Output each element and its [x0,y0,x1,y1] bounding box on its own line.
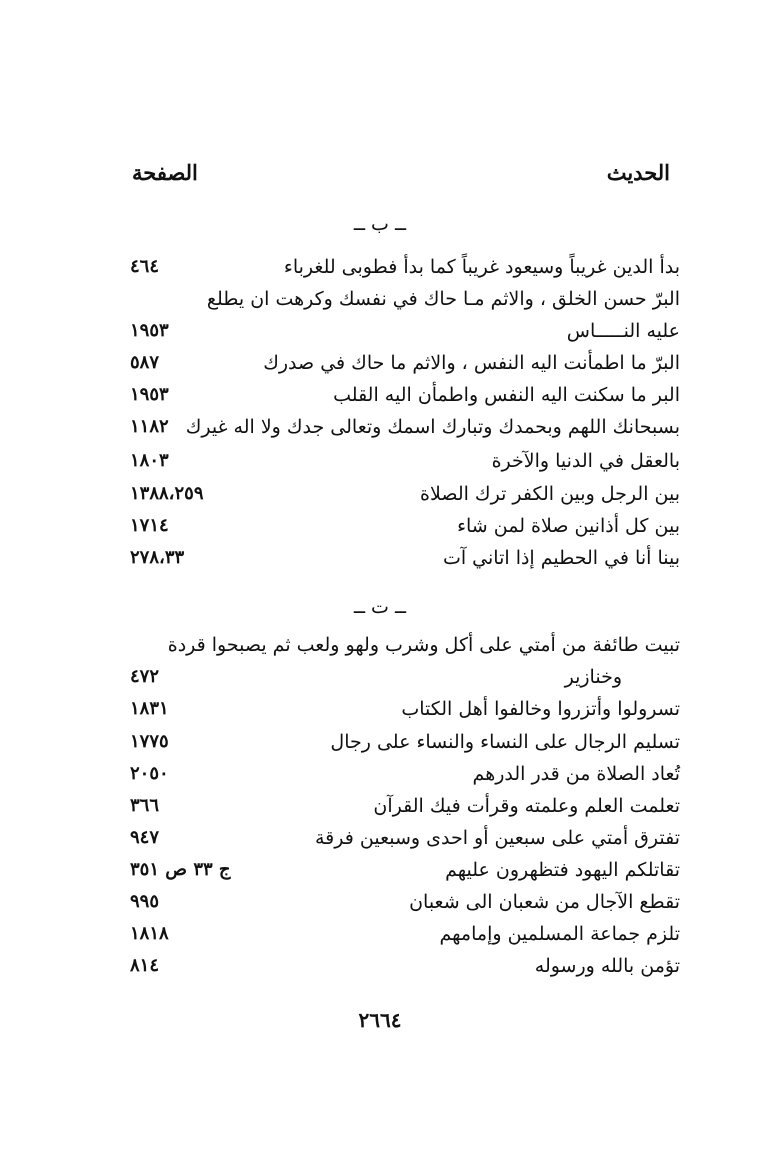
hadith-text: وخنازير [564,666,622,688]
hadith-entry [120,919,680,951]
hadith-entry [120,479,680,511]
page-number: ٢٦٦٤ [358,1008,402,1032]
page-reference: ٩٩٥ [130,891,160,912]
hadith-text: بسبحانك اللهم وبحمدك وتبارك اسمك وتعالى جدك ولا اله غيرك [185,416,680,438]
page-reference: ١٨١٨ [130,923,169,944]
page-reference: ١٣٨٨،٢٥٩ [130,483,204,504]
page-reference: ج ٣٣ ص ٣٥١ [130,859,231,880]
hadith-text: بدأ الدين غريباً وسيعود غريباً كما بدأ فطوبى للغرباء [283,256,680,278]
hadith-text: بين كل أذانين صلاة لمن شاء [457,515,680,537]
hadith-entry [120,543,680,575]
page-reference: ٤٦٤ [130,256,160,277]
hadith-entry [120,855,680,887]
hadith-entry [120,823,680,855]
page-reference: ٩٤٧ [130,827,160,848]
hadith-text: تفترق أمتي على سبعين أو احدى وسبعين فرقة [315,827,680,849]
hadith-entry [120,951,680,983]
hadith-text: بينا أنا في الحطيم إذا اتاني آت [442,547,680,569]
hadith-text: تبيت طائفة من أمتي على أكل وشرب ولهو ولعب ثم يصبحوا قردة [167,634,680,656]
hadith-text: عليه النـــــاس [566,320,680,342]
hadith-text: البر ما سكنت اليه النفس واطمأن اليه القلب [333,384,680,406]
hadith-entry [120,759,680,791]
section-marker-ba: ــ ب ــ [353,213,407,235]
hadith-text: تقطع الآجال من شعبان الى شعبان [409,891,680,913]
hadith-entry [120,348,680,380]
page-reference: ٤٧٢ [130,666,160,687]
hadith-text: تسليم الرجال على النساء والنساء على رجال [330,731,680,753]
page-reference: ١٩٥٣ [130,320,169,341]
hadith-text: البرّ حسن الخلق ، والاثم مـا حاك في نفسك وكرهت ان يطلع [206,288,680,310]
page-reference: ١٧١٤ [130,515,169,536]
hadith-entry [120,252,680,284]
hadith-entry [120,791,680,823]
hadith-entry [120,887,680,919]
hadith-text: تقاتلكم اليهود فتظهرون عليهم [445,859,680,881]
hadith-entry [120,630,680,662]
hadith-text: تُعاد الصلاة من قدر الدرهم [472,763,680,785]
hadith-entry [120,412,680,444]
hadith-entry [120,727,680,759]
hadith-text: تؤمن بالله ورسوله [534,955,680,977]
column-header-page: الصفحة [132,160,198,185]
hadith-entry [120,662,680,694]
hadith-text: تعلمت العلم وعلمته وقرأت فيك القرآن [373,795,680,817]
page-reference: ١٨٣١ [130,698,169,719]
page-reference: ٨١٤ [130,955,160,976]
page-reference: ١٩٥٣ [130,384,169,405]
hadith-entry [120,694,680,726]
column-header-hadith: الحديث [606,160,670,185]
hadith-entry [120,380,680,412]
hadith-entry [120,511,680,543]
hadith-entry [120,316,680,348]
page-reference: ١٨٠٣ [130,450,169,471]
hadith-text: البرّ ما اطمأنت اليه النفس ، والاثم ما حاك في صدرك [263,352,680,374]
page-reference: ١٧٧٥ [130,731,169,752]
hadith-text: بالعقل في الدنيا والآخرة [491,450,680,472]
page-reference: ١١٨٢ [130,416,169,437]
hadith-entry [120,284,680,316]
page-reference: ٢٧٨،٣٣ [130,547,185,568]
hadith-entry [120,446,680,478]
page-reference: ٢٠٥٠ [130,763,169,784]
hadith-text: تسرولوا وأتزروا وخالفوا أهل الكتاب [401,698,680,720]
page-reference: ٥٨٧ [130,352,160,373]
section-marker-ta: ــ ت ــ [353,596,407,618]
hadith-text: بين الرجل وبين الكفر ترك الصلاة [420,483,680,505]
page-reference: ٣٦٦ [130,795,160,816]
hadith-text: تلزم جماعة المسلمين وإمامهم [439,923,680,945]
